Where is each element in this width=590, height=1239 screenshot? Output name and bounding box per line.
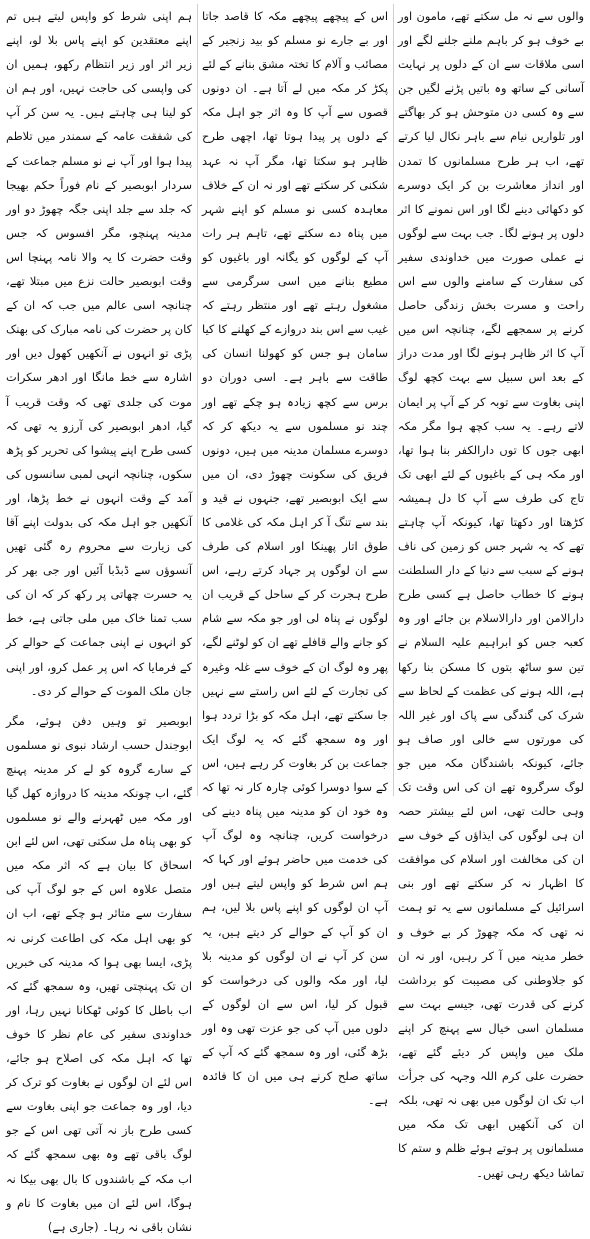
column-paragraph: ابوبصیر تو وہیں دفن ہوئے، مگر ابوجندل حسب ارشاد نبوی نو مسلموں کے سارے گروہ کو لے کر مدینہ پہنچ گئے، اب چونکہ مدینہ کا دروازہ کھل گیا اور مکہ میں ٹھہرنے والے نو مسلموں کو بھی پناہ مل سکتی تھی، اس لئے ابن اسحاق کا بیان ہے کہ اثر مکہ میں متصل علاوہ اس کے جو لوگ آپ کی سفارت سے متاثر ہو چکے تھے، اب ان کو بھی اہل مکہ کی اطاعت کرنی نہ پڑی، ایسا بھی ہوا کہ مدینہ کی خبریں ان تک پہنچتی تھیں، وہ سمجھ گئے کہ اب باطل کا کوئی ٹھکانا نہیں رہا، اور خداوندی سفیر کی عام نظر کا خوف تھا کہ اہل مکہ کی اصلاح ہو جائے، اس لئے ان لوگوں نے بغاوت کو ترک کر دیا، اور وہ جماعت جو اپنی بغاوت سے کسی طرح باز نہ آتی تھی اس کے جو لوگ باقی تھے وہ بھی سمجھ گئے کہ اب مکہ کے باشندوں کا بال بھی بیکا نہ ہوگا، اس لئے ان میں بغاوت کا نام و نشان باقی نہ رہا۔ (جاری ہے) <box>6 713 192 1234</box>
text-column-middle <box>202 4 388 1108</box>
text-column-right <box>398 4 584 1180</box>
column-paragraph: ہم اپنی شرط کو واپس لیتے ہیں تم اپنے معتقدین کو اپنے پاس بلا لو، اپنے زیر اثر اور زیر انتظام رکھو، ہمیں ان کی واپسی کی حاجت نہیں، اور ہم ان کو لینا ہی چاہتے ہیں۔ یہ سن کر آپ کی شفقت عامہ کے سمندر میں تلاطم پیدا ہوا اور آپ نے نو مسلم جماعت کے سردار ابوبصیر کے نام فوراً حکم بھیجا کہ جلد سے جلد اپنی جگہ چھوڑ دو اور مدینہ پہنچو، مگر افسوس کہ جس وقت حضرت کا یہ والا نامہ پہنچا اس وقت ابوبصیر حالت نزع میں مبتلا تھے، چنانچہ اسی عالم میں جب کہ ان کے کان پر حضرت کی نامہ مبارک کی بھنک پڑی تو انہوں نے آنکھیں کھول دیں اور اشارہ سے خط مانگا اور ادھر سکرات موت کی جلدی تھی کہ وقت قریب آ گیا، ادھر ابوبصیر کی آرزو یہ تھی کہ کسی طرح اپنے پیشوا کی تحریر کو پڑھ سکوں، چنانچہ انہی لمبی سانسوں کی آمد کے وقت انہوں نے خط پڑھا، اور آنکھیں جو اہل مکہ کی بدولت اپنے آقا کی زیارت سے محروم رہ گئی تھیں آنسوؤں سے ڈبڈبا آئیں اور جی بھر کر یہ حسرت چھاتی پر رکھ کر کہ ان کی سب تمنا خاک میں ملی جاتی ہے، خط کو انہوں نے اپنی جماعت کے حوالے کر کے فرمایا کہ اس پر عمل کرو، اور اپنی جان ملک الموت کے حوالے کر دی۔ <box>6 9 192 698</box>
newspaper-page <box>6 4 584 1234</box>
column-divider <box>197 4 198 796</box>
column-divider <box>393 4 394 796</box>
text-column-left <box>6 4 192 1234</box>
column-paragraph: والوں سے نہ مل سکتے تھے، مامون اور بے خوف ہو کر باہم ملنے جلنے لگے اور اسی ملاقات سے ان کے دلوں پر نہایت آسانی کے ساتھ وہ باتیں پڑنے لگیں جن سے وہ کسی دن متوحش ہو کر بھاگتے اور تلواریں نیام سے باہر نکال لیا کرتے تھے، اب ہر طرح مسلمانوں کا تمدن اور انداز معاشرت بن کر ایک دوسرے کو دکھائی دینے لگا اور اس نمونے کا اثر دلوں پر ہونے لگا۔ جب بہت سے لوگوں نے عملی صورت میں خداوندی سفیر کی سفارت کے سامنے والوں سے اس راحت و مسرت بخش زندگی حاصل کرنے پر سمجھے لگے، چنانچہ اس میں آپ کا اثر ظاہر ہونے لگا اور مدت دراز کے بعد اس سبیل سے بہت کچھ لوگ اپنی بغاوت سے توبہ کر کے آپ پر ایمان لاتے رہے۔ یہ سب کچھ ہوا مگر مکہ ابھی جوں کا توں دارالکفر بنا ہوا تھا، اور مکہ ہی کے باغیوں کے لئے ابھی تک تاج کی طرف سے آپ کا دل ہمیشہ کڑھتا اور دکھتا تھا، کیونکہ آپ چاہتے تھے کہ یہ شہر جس کو زمین کی ناف ہونے کے سبب سے دنیا کے دار السلطنت ہونے کا خطاب حاصل ہے کسی طرح دارالامن اور دارالاسلام بن جائے اور وہ کعبہ جس کو ابراہیم علیہ السلام نے تین سو ساٹھ بتوں کا مسکن بنا رکھا ہے، اللہ ہونے کی عظمت کے لحاظ سے شرک کی گندگی سے پاک اور غیر اللہ کی مورتوں سے خالی اور صاف ہو جائے، کیونکہ باشندگان مکہ میں جو لوگ سرگروہ تھے ان کی اس وقت تک وہی حالت تھی، اس لئے بیشتر حصہ ان ہی لوگوں کی ایذاؤں کے خوف سے ان کی مخالفت اور اسلام کی موافقت کا اظہار نہ کر سکتے تھے اور بنی اسرائیل کے مسلمانوں سے یہ تو ہمت نہ تھی کہ مکہ چھوڑ کر بے خوف و خطر مدینہ میں آ کر رہیں، اور نہ ان کو جلاوطنی کی مصیبت کو برداشت کرنے کی قدرت تھی، جیسے بہت سے مسلمان اسی خیال سے پہنچ کر اپنے ملک میں واپس کر دیئے گئے تھے، حضرت علی کرم اللہ وجہہ کی جرأت اب تک ان لوگوں میں بھی نہ تھی، بلکہ ان کی آنکھیں ابھی تک مکہ میں مسلمانوں پر ہوتے ہوئے ظلم و ستم کا تماشا دیکھ رہی تھیں۔ <box>398 9 584 1180</box>
column-paragraph: اس کے پیچھے پیچھے مکہ کا قاصد جاتا اور بے جارے نو مسلم کو بید زنجیر کے مصائب و آلام کا تختہ مشق بنانے کے لئے پکڑ کر مکہ میں لے آتا ہے۔ ان دونوں قصوں سے آپ کا وہ اثر جو اہل مکہ کے دلوں پر پیدا ہوتا تھا، اچھی طرح ظاہر ہو سکتا تھا، مگر آپ نہ عہد شکنی کر سکتے تھے اور نہ ان کے خلاف معاہدہ کسی نو مسلم کو اپنے شہر میں پناہ دے سکتے تھے، تاہم ہر رات آپ کے لوگوں کو یگانہ اور باغیوں کو مطیع بنانے میں اسی سرگرمی سے مشغول رہتے تھے اور منتظر رہتے کہ غیب سے اس بند دروازے کے کھلنے کا کیا سامان ہو جس کو کھولنا انسان کی طاقت سے باہر ہے۔ اسی دوران دو برس سے کچھ زیادہ ہو چکے تھے اور چند نو مسلموں سے یہ دیکھ کر کہ دوسرے مسلمان مدینہ میں ہیں، دونوں فریق کی سکونت چھوڑ دی، ان میں سے ایک ابوبصیر تھے، جنہوں نے قید و بند سے تنگ آ کر اہل مکہ کی غلامی کا طوق اتار پھینکا اور اسلام کی طرف سے ان لوگوں پر جہاد کرتے رہے، اس طرح ہجرت کر کے ساحل کے قریب ان لوگوں نے پناہ لی اور جو مکہ سے شام کو جانے والے قافلے تھے ان کو لوٹنے لگے، پھر وہ لوگ ان کے خوف سے غلہ وغیرہ کی تجارت کے لئے اس راستے سے نہیں جا سکتے تھے، اہل مکہ کو بڑا تردد ہوا اور وہ سمجھ گئے کہ یہ لوگ ایک جماعت بن کر بغاوت کر رہے ہیں، اس کے سوا دوسرا کوئی چارہ کار نہ تھا کہ وہ خود ان کو مدینہ میں پناہ دینے کی درخواست کریں، چنانچہ وہ لوگ آپ کی خدمت میں حاضر ہوئے اور کہا کہ ہم اس شرط کو واپس لیتے ہیں اور آپ ان لوگوں کو اپنے پاس بلا لیں، ہم ان کو آپ کے حوالے کر دیتے ہیں، یہ سن کر آپ نے ان لوگوں کو مدینہ بلا لیا، اور مکہ والوں کی درخواست کو قبول کر لیا، اس سے ان لوگوں کے دلوں میں آپ کی جو عزت تھی وہ اور بڑھ گئی، اور وہ سمجھ گئے کہ آپ کے ساتھ صلح کرنے ہی میں ان کا فائدہ ہے۔ <box>202 9 388 1108</box>
